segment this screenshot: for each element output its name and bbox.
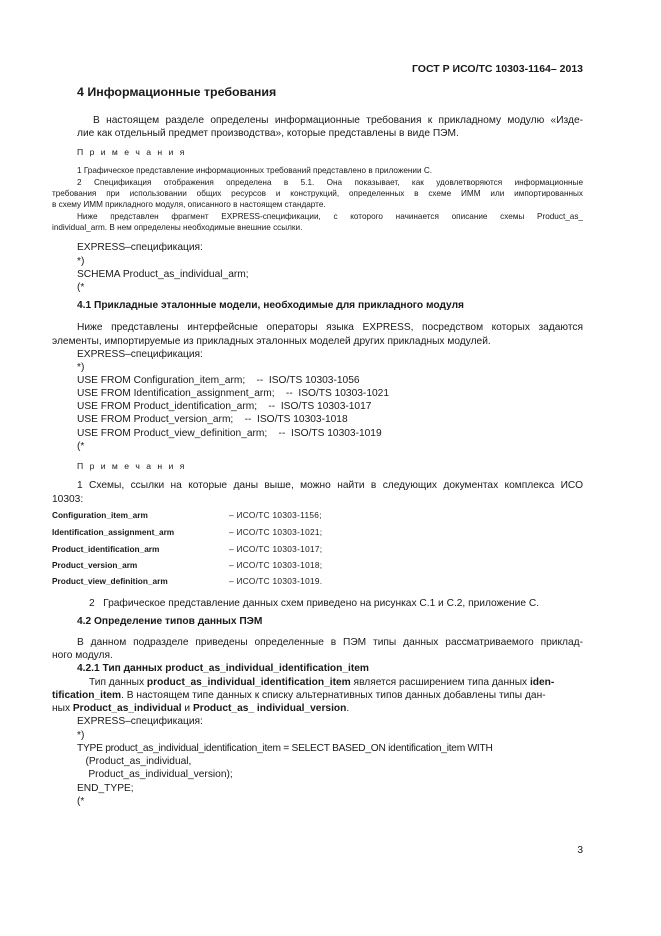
code-line: TYPE product_as_individual_identification_item = SELECT BASED_ON identification_item WITH bbox=[77, 743, 493, 754]
paragraph-line: лие как отдельный предмет производства», которые представлены в виде ПЭМ. bbox=[77, 128, 459, 139]
code-line: USE FROM Product_view_definition_arm; -- ISO/TS 10303-1019 bbox=[77, 428, 382, 439]
paragraph-line: ного модуля. bbox=[52, 650, 113, 661]
text-run: Тип данных bbox=[89, 677, 147, 688]
paragraph-line bbox=[89, 676, 554, 689]
code-line: USE FROM Configuration_item_arm; -- ISO/TS 10303-1056 bbox=[77, 375, 360, 386]
schema-ref: – ИСО/ТС 10303-1156; bbox=[229, 510, 322, 520]
schema-name: Identification_assignment_arm bbox=[52, 527, 175, 537]
schema-name: Product_version_arm bbox=[52, 560, 138, 570]
text-run: . В настоящем типе данных к списку альтернативных типов данных добавлены типы дан- bbox=[121, 690, 546, 701]
code-line: END_TYPE; bbox=[77, 783, 134, 794]
code-line: USE FROM Product_identification_arm; -- ISO/TS 10303-1017 bbox=[77, 401, 372, 412]
section-4-1-title: 4.1 Прикладные эталонные модели, необходимые для прикладного модуля bbox=[77, 300, 464, 311]
note-line: 2 Спецификация отображения определена в 5.1. Она показывает, как удовлетворяются информационные bbox=[77, 178, 583, 187]
note-line: individual_arm. В нем определены необходимые внешние ссылки. bbox=[52, 223, 303, 232]
text-run: . bbox=[346, 703, 350, 714]
paragraph-line: 10303: bbox=[52, 494, 84, 505]
text-run: ных bbox=[52, 703, 73, 714]
code-line: (* bbox=[77, 282, 85, 293]
paragraph-line: элементы, импортируемые из прикладных эталонных моделей других прикладных модулей. bbox=[52, 336, 491, 347]
note-line: требования при использовании общих ресурсов и конструкций, определенных в схеме ИММ или импортированных bbox=[52, 189, 583, 198]
note-line: 1 Графическое представление информационных требований представлено в приложении С. bbox=[77, 166, 433, 175]
code-line: SCHEMA Product_as_individual_arm; bbox=[77, 269, 249, 280]
schema-ref: – ИСО/ТС 10303-1021; bbox=[229, 527, 323, 537]
document-header: ГОСТ Р ИСО/ТС 10303-1164– 2013 bbox=[411, 63, 583, 75]
text-run: является расширением типа данных bbox=[350, 677, 530, 688]
notes-heading: П р и м е ч а н и я bbox=[77, 147, 187, 157]
paragraph-line: В данном подразделе приведены определенные в ПЭМ типы данных рассматриваемого приклад- bbox=[77, 637, 583, 648]
paragraph-line: 2 Графическое представление данных схем приведено на рисунках С.1 и С.2, приложение С. bbox=[89, 598, 540, 609]
type-name: Product_as_individual bbox=[72, 703, 182, 714]
code-line: EXPRESS–спецификация: bbox=[77, 349, 203, 360]
type-name: product_as_individual_identification_item bbox=[146, 677, 351, 688]
code-line: USE FROM Identification_assignment_arm; -- ISO/TS 10303-1021 bbox=[77, 388, 389, 399]
code-line: Product_as_individual_version); bbox=[77, 769, 233, 780]
type-name: iden- bbox=[529, 677, 555, 688]
paragraph-line bbox=[52, 689, 546, 702]
schema-name: Product_view_definition_arm bbox=[52, 576, 168, 586]
code-line: (Product_as_individual, bbox=[77, 756, 192, 767]
section-4-title: 4 Информационные требования bbox=[77, 85, 277, 99]
code-line: *) bbox=[77, 256, 85, 267]
code-line: *) bbox=[77, 730, 85, 741]
schema-ref: – ИСО/ТС 10303-1017; bbox=[229, 544, 323, 554]
code-line: *) bbox=[77, 362, 85, 373]
paragraph-line: Ниже представлены интерфейсные операторы языка EXPRESS, посредством которых задаются bbox=[77, 322, 583, 333]
type-name: Product_as_ individual_version bbox=[192, 703, 347, 714]
paragraph-line: В настоящем разделе определены информационные требования к прикладному модулю «Изде- bbox=[93, 115, 583, 126]
paragraph-line: 1 Схемы, ссылки на которые даны выше, можно найти в следующих документах комплекса ИСО bbox=[77, 480, 583, 491]
code-line: (* bbox=[77, 796, 85, 807]
text-run: и bbox=[181, 703, 193, 714]
schema-name: Configuration_item_arm bbox=[52, 510, 148, 520]
notes-heading: П р и м е ч а н и я bbox=[77, 461, 187, 471]
note-line: в схему ИММ прикладного модуля, описанного в настоящем стандарте. bbox=[52, 200, 326, 209]
schema-ref: – ИСО/ТС 10303-1019. bbox=[229, 576, 323, 586]
schema-name: Product_identification_arm bbox=[52, 544, 160, 554]
code-line: EXPRESS–спецификация: bbox=[77, 242, 203, 253]
section-4-2-1-title: 4.2.1 Тип данных product_as_individual_identification_item bbox=[77, 663, 369, 674]
note-line: Ниже представлен фрагмент EXPRESS-спецификации, с которого начинается описание схемы Product_as_ bbox=[77, 212, 583, 221]
code-line: USE FROM Product_version_arm; -- ISO/TS 10303-1018 bbox=[77, 414, 348, 425]
section-4-2-title: 4.2 Определение типов данных ПЭМ bbox=[77, 616, 263, 627]
paragraph-line bbox=[52, 702, 349, 715]
page-number: 3 bbox=[577, 845, 583, 856]
type-name: tification_item bbox=[52, 690, 122, 701]
code-line: (* bbox=[77, 441, 85, 452]
code-line: EXPRESS–спецификация: bbox=[77, 716, 203, 727]
schema-ref: – ИСО/ТС 10303-1018; bbox=[229, 560, 323, 570]
